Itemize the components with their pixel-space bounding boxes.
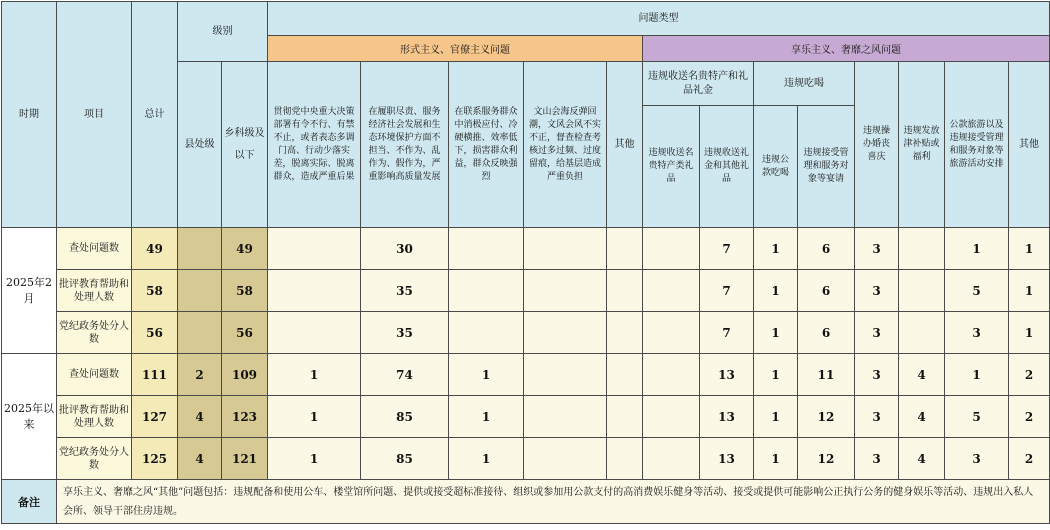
row-formalism-2: 85 xyxy=(361,438,449,480)
header-gift-col-2: 违规收送礼金和其他礼品 xyxy=(700,106,754,228)
row-county: 4 xyxy=(178,438,222,480)
row-formalism-4 xyxy=(524,228,607,270)
table-row xyxy=(2,270,1050,312)
row-hedonism-4: 11 xyxy=(798,354,855,396)
header-formalism: 形式主义、官僚主义问题 xyxy=(268,36,643,62)
row-hedonism-6: 4 xyxy=(899,354,945,396)
row-hedonism-3: 1 xyxy=(754,354,798,396)
header-dining-col-1: 违规公款吃喝 xyxy=(754,106,798,228)
row-formalism-3: 1 xyxy=(449,354,524,396)
row-hedonism-5: 3 xyxy=(855,438,899,480)
row-hedonism-3: 1 xyxy=(754,312,798,354)
row-formalism-1: 1 xyxy=(268,354,361,396)
header-hedonism-col-wedding: 违规操办婚丧喜庆 xyxy=(855,62,899,228)
table-row xyxy=(2,438,1050,480)
row-formalism-4 xyxy=(524,354,607,396)
row-hedonism-2: 13 xyxy=(700,354,754,396)
row-formalism-1 xyxy=(268,270,361,312)
note-label: 备注 xyxy=(2,480,57,524)
row-item: 查处问题数 xyxy=(57,354,132,396)
row-item: 批评教育帮助和处理人数 xyxy=(57,270,132,312)
row-hedonism-7: 3 xyxy=(945,312,1009,354)
row-hedonism-4: 12 xyxy=(798,396,855,438)
header-hedonism-col-allowance: 违规发放津补贴或福利 xyxy=(899,62,945,228)
row-hedonism-2: 13 xyxy=(700,438,754,480)
row-hedonism-2: 7 xyxy=(700,270,754,312)
row-hedonism-6 xyxy=(899,270,945,312)
header-formalism-col-3: 在联系服务群众中消极应付、冷硬横推、效率低下，损害群众利益，群众反映强烈 xyxy=(449,62,524,228)
row-hedonism-1 xyxy=(643,438,700,480)
row-hedonism-3: 1 xyxy=(754,438,798,480)
row-formalism-3 xyxy=(449,228,524,270)
header-formalism-col-1: 贯彻党中央重大决策部署有令不行、有禁不止，或者表态多调门高、行动少落实差，脱离实际、脱离群众，造成严重后果 xyxy=(268,62,361,228)
row-hedonism-8: 2 xyxy=(1009,438,1050,480)
row-item: 党纪政务处分人数 xyxy=(57,438,132,480)
row-township: 123 xyxy=(222,396,268,438)
header-formalism-other: 其他 xyxy=(607,62,643,228)
header-hedonism: 享乐主义、奢靡之风问题 xyxy=(643,36,1050,62)
table-body xyxy=(2,228,1050,480)
row-item: 批评教育帮助和处理人数 xyxy=(57,396,132,438)
row-hedonism-4: 6 xyxy=(798,312,855,354)
row-hedonism-2: 7 xyxy=(700,228,754,270)
row-formalism-2: 74 xyxy=(361,354,449,396)
row-formalism-4 xyxy=(524,438,607,480)
row-formalism-5 xyxy=(607,228,643,270)
row-formalism-4 xyxy=(524,270,607,312)
header-dining-group: 违规吃喝 xyxy=(754,62,855,106)
row-formalism-1: 1 xyxy=(268,396,361,438)
row-hedonism-1 xyxy=(643,270,700,312)
row-hedonism-6: 4 xyxy=(899,396,945,438)
row-hedonism-8: 1 xyxy=(1009,228,1050,270)
row-county: 4 xyxy=(178,396,222,438)
row-formalism-4 xyxy=(524,396,607,438)
row-hedonism-8: 2 xyxy=(1009,354,1050,396)
disciplinary-stats-table xyxy=(1,1,1050,524)
row-county xyxy=(178,270,222,312)
row-hedonism-8: 1 xyxy=(1009,270,1050,312)
header-item: 项目 xyxy=(57,2,132,228)
header-formalism-col-2: 在履职尽责、服务经济社会发展和生态环境保护方面不担当、不作为、乱作为、假作为，严重影响高质量发展 xyxy=(361,62,449,228)
row-total: 58 xyxy=(132,270,178,312)
header-hedonism-col-travel: 公款旅游以及违规接受管理和服务对象等旅游活动安排 xyxy=(945,62,1009,228)
row-hedonism-4: 6 xyxy=(798,228,855,270)
header-level-county: 县处级 xyxy=(178,62,222,228)
row-hedonism-8: 1 xyxy=(1009,312,1050,354)
row-formalism-3: 1 xyxy=(449,396,524,438)
row-hedonism-7: 3 xyxy=(945,438,1009,480)
row-township: 56 xyxy=(222,312,268,354)
row-hedonism-6 xyxy=(899,312,945,354)
period-label: 2025年以来 xyxy=(2,354,57,480)
row-formalism-2: 35 xyxy=(361,270,449,312)
header-level: 级别 xyxy=(178,2,268,62)
row-hedonism-1 xyxy=(643,396,700,438)
table-row xyxy=(2,312,1050,354)
row-formalism-1 xyxy=(268,312,361,354)
row-formalism-2: 85 xyxy=(361,396,449,438)
header-problem-type: 问题类型 xyxy=(268,2,1050,36)
row-formalism-3: 1 xyxy=(449,438,524,480)
row-formalism-1 xyxy=(268,228,361,270)
row-township: 109 xyxy=(222,354,268,396)
row-hedonism-3: 1 xyxy=(754,270,798,312)
row-township: 49 xyxy=(222,228,268,270)
header-period: 时期 xyxy=(2,2,57,228)
row-formalism-5 xyxy=(607,312,643,354)
row-formalism-2: 35 xyxy=(361,312,449,354)
row-hedonism-5: 3 xyxy=(855,396,899,438)
row-hedonism-5: 3 xyxy=(855,354,899,396)
row-county xyxy=(178,228,222,270)
row-total: 125 xyxy=(132,438,178,480)
row-hedonism-7: 1 xyxy=(945,228,1009,270)
row-hedonism-4: 12 xyxy=(798,438,855,480)
row-hedonism-5: 3 xyxy=(855,228,899,270)
row-township: 58 xyxy=(222,270,268,312)
row-formalism-5 xyxy=(607,396,643,438)
header-dining-col-2: 违规接受管理和服务对象等宴请 xyxy=(798,106,855,228)
row-formalism-5 xyxy=(607,270,643,312)
row-formalism-3 xyxy=(449,312,524,354)
row-hedonism-6 xyxy=(899,228,945,270)
note-text: 享乐主义、奢靡之风“其他”问题包括：违规配备和使用公车、楼堂馆所问题、提供或接受超标准接待、组织或参加用公款支付的高消费娱乐健身等活动、接受或提供可能影响公正执行公务的健身娱乐等活动、违规出入私人会所、领导干部住房违规。 xyxy=(57,480,1050,524)
row-hedonism-1 xyxy=(643,228,700,270)
row-item: 查处问题数 xyxy=(57,228,132,270)
row-total: 111 xyxy=(132,354,178,396)
row-formalism-5 xyxy=(607,438,643,480)
table-row xyxy=(2,396,1050,438)
header-level-township: 乡科级及以下 xyxy=(222,62,268,228)
row-formalism-1: 1 xyxy=(268,438,361,480)
row-county: 2 xyxy=(178,354,222,396)
row-township: 121 xyxy=(222,438,268,480)
row-hedonism-7: 5 xyxy=(945,270,1009,312)
row-formalism-4 xyxy=(524,312,607,354)
row-item: 党纪政务处分人数 xyxy=(57,312,132,354)
row-total: 56 xyxy=(132,312,178,354)
row-hedonism-5: 3 xyxy=(855,270,899,312)
row-hedonism-1 xyxy=(643,354,700,396)
table-row xyxy=(2,228,1050,270)
row-hedonism-5: 3 xyxy=(855,312,899,354)
table-row xyxy=(2,354,1050,396)
row-county xyxy=(178,312,222,354)
header-gift-group: 违规收送名贵特产和礼品礼金 xyxy=(643,62,754,106)
header-formalism-col-4: 文山会海反弹回潮，文风会风不实不正，督查检查考核过多过频、过度留痕，给基层造成严重负担 xyxy=(524,62,607,228)
row-total: 127 xyxy=(132,396,178,438)
row-hedonism-1 xyxy=(643,312,700,354)
row-hedonism-4: 6 xyxy=(798,270,855,312)
row-hedonism-8: 2 xyxy=(1009,396,1050,438)
row-hedonism-7: 5 xyxy=(945,396,1009,438)
header-gift-col-1: 违规收送名贵特产类礼品 xyxy=(643,106,700,228)
row-formalism-3 xyxy=(449,270,524,312)
row-hedonism-3: 1 xyxy=(754,396,798,438)
row-total: 49 xyxy=(132,228,178,270)
row-hedonism-3: 1 xyxy=(754,228,798,270)
row-hedonism-2: 7 xyxy=(700,312,754,354)
period-label: 2025年2月 xyxy=(2,228,57,354)
row-hedonism-2: 13 xyxy=(700,396,754,438)
row-formalism-2: 30 xyxy=(361,228,449,270)
row-hedonism-6: 4 xyxy=(899,438,945,480)
row-formalism-5 xyxy=(607,354,643,396)
header-total: 总计 xyxy=(132,2,178,228)
header-hedonism-other: 其他 xyxy=(1009,62,1050,228)
row-hedonism-7: 1 xyxy=(945,354,1009,396)
